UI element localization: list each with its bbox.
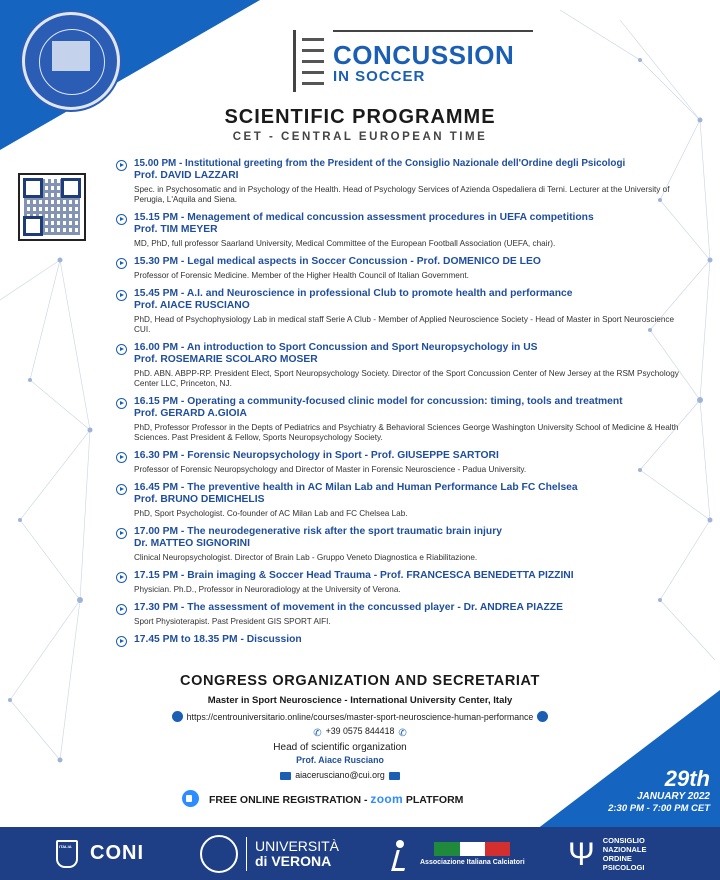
email-icon <box>389 772 400 780</box>
logo-lines-icon <box>293 30 332 92</box>
organization-title: CONGRESS ORGANIZATION AND SECRETARIAT <box>180 673 540 689</box>
coni-wordmark: CONI <box>90 842 144 864</box>
concussion-in-soccer-logo <box>293 30 533 92</box>
date-day: 29th <box>664 766 710 791</box>
session-desc: Professor of Forensic Neuropsychology and Director of Master in Forensic Neuroscience - Padua University. <box>134 465 527 474</box>
verona-line1: UNIVERSITÀ <box>255 837 340 854</box>
arrow-circle-icon <box>116 484 127 495</box>
session-desc: PhD, Professor Professor in the Depts of Pediatrics and Psychiatry & Behavioral Sciences George Washington University School of Medicine & Health Sciences. Past President & Fellow, Sports Neuropsychology Society. <box>134 423 679 442</box>
session-speaker: Dr. MATTEO SIGNORINI <box>134 538 250 549</box>
arrow-circle-icon <box>116 452 127 463</box>
aic-label: Associazione Italiana Calciatori <box>420 858 525 866</box>
coni-shield-icon: ITALIA <box>56 840 78 868</box>
session-title: 15.15 PM - Menagement of medical concussion assessment procedures in UEFA competitions <box>134 212 594 223</box>
session-title: 17.45 PM to 18.35 PM - Discussion <box>134 634 302 645</box>
session-item <box>116 482 716 519</box>
registration-banner[interactable] <box>182 790 463 807</box>
programme-list <box>116 158 716 646</box>
zoom-camera-icon <box>182 790 199 807</box>
session-item <box>116 288 716 335</box>
arrow-circle-icon <box>116 528 127 539</box>
session-title: 16.45 PM - The preventive health in AC Milan Lab and Human Performance Lab FC Chelsea <box>134 482 578 493</box>
organization-phone[interactable]: +39 0575 844418 <box>325 726 395 736</box>
arrow-circle-icon <box>116 636 127 647</box>
session-title: 17.15 PM - Brain imaging & Soccer Head Trauma - Prof. FRANCESCA BENEDETTA PIZZINI <box>134 570 574 581</box>
session-speaker: Prof. DAVID LAZZARI <box>134 170 239 181</box>
session-title: 15.00 PM - Institutional greeting from the President of the Consiglio Nazionale dell'Ordine degli Psicologi <box>134 158 626 169</box>
session-title: 15.30 PM - Legal medical aspects in Soccer Concussion - Prof. DOMENICO DE LEO <box>134 256 541 267</box>
arrow-circle-icon <box>116 258 127 269</box>
soccer-player-icon <box>390 840 410 868</box>
psi-line1: CONSIGLIO <box>602 835 645 845</box>
arrow-circle-icon <box>116 290 127 301</box>
university-seal-icon <box>200 835 238 873</box>
organization-email[interactable]: aiacerusciano@cui.org <box>295 770 385 780</box>
session-item <box>116 450 716 475</box>
session-speaker: Prof. GERARD A.GIOIA <box>134 408 247 419</box>
globe-icon <box>172 711 183 722</box>
arrow-circle-icon <box>116 344 127 355</box>
session-desc: Spec. in Psychosomatic and in Psychology of the Health. Head of Psychology Services of Azienda Ospedaliera di Terni. Lecturer at the University of Perugia, L'Aquila and Siena. <box>134 185 670 204</box>
session-speaker: Prof. BRUNO DEMICHELIS <box>134 494 265 505</box>
aic-logo <box>390 827 525 880</box>
psi-icon: Ψ <box>568 835 595 872</box>
email-icon <box>280 772 291 780</box>
zoom-wordmark: zoom <box>370 792 403 806</box>
verona-line2: di VERONA <box>255 852 332 869</box>
organization-url-link[interactable]: https://centrouniversitario.online/courses/master-sport-neuroscience-human-performance <box>186 712 534 722</box>
programme-subtitle: CET - CENTRAL EUROPEAN TIME <box>232 131 488 143</box>
session-item <box>116 570 716 595</box>
session-desc: Physician. Ph.D., Professor in Neuroradiology at the University of Verona. <box>134 585 401 594</box>
phone-icon: ✆ <box>313 728 322 739</box>
head-label: Head of scientific organization <box>273 742 407 753</box>
session-item <box>116 342 716 389</box>
session-title: 15.45 PM - A.I. and Neuroscience in professional Club to promote health and performance <box>134 288 573 299</box>
psi-line3: ORDINE <box>602 853 632 863</box>
psychologists-council-logo <box>568 827 646 880</box>
sponsor-footer <box>0 827 720 880</box>
logo-title: CONCUSSION <box>333 40 515 70</box>
phone-icon: ✆ <box>398 728 407 739</box>
session-title: 16.15 PM - Operating a community-focused clinic model for concussion: timing, tools and treatment <box>134 396 623 407</box>
registration-text: FREE ONLINE REGISTRATION - <box>209 794 368 806</box>
arrow-circle-icon <box>116 214 127 225</box>
arrow-circle-icon <box>116 572 127 583</box>
arrow-circle-icon <box>116 604 127 615</box>
session-desc: MD, PhD, full professor Saarland University, Medical Committee of the European Football Association (UEFA, chair). <box>134 239 556 248</box>
session-desc: PhD, Sport Psychologist. Co-founder of AC Milan Lab and FC Chelsea Lab. <box>134 509 408 518</box>
coni-logo <box>56 827 144 880</box>
head-name: Prof. Aiace Rusciano <box>296 755 384 765</box>
session-desc: PhD. ABN. ABPP-RP. President Elect, Sport Neuropsychology Society. Director of the Sport Concussion Center of New Jersey at the RSM Psychology Center LLC, Princeton, NJ. <box>134 369 679 388</box>
session-item <box>116 256 716 281</box>
date-time: 2:30 PM - 7:00 PM CET <box>608 803 710 814</box>
session-desc: Professor of Forensic Medicine. Member of the Higher Health Council of Italian Government. <box>134 271 469 280</box>
psi-line4: PSICOLOGI <box>602 862 645 872</box>
registration-platform: PLATFORM <box>405 794 464 806</box>
session-item <box>116 396 716 443</box>
programme-title: SCIENTIFIC PROGRAMME <box>224 106 496 128</box>
session-speaker: Prof. ROSEMARIE SCOLARO MOSER <box>134 354 318 365</box>
arrow-circle-icon <box>116 398 127 409</box>
organization-master: Master in Sport Neuroscience - International University Center, Italy <box>207 695 513 706</box>
arrow-circle-icon <box>116 160 127 171</box>
session-desc: Sport Physioterapist. Past President GIS SPORT AIFI. <box>134 617 331 626</box>
session-speaker: Prof. AIACE RUSCIANO <box>134 300 250 311</box>
university-seal-logo <box>22 12 120 110</box>
session-item <box>116 212 716 249</box>
verona-university-logo <box>200 827 339 880</box>
session-item <box>116 634 716 646</box>
session-title: 17.30 PM - The assessment of movement in the concussed player - Dr. ANDREA PIAZZE <box>134 602 563 613</box>
event-date <box>608 766 710 814</box>
qr-code[interactable] <box>18 173 86 241</box>
session-item <box>116 158 716 205</box>
session-desc: PhD, Head of Psychophysiology Lab in medical staff Serie A Club - Member of Applied Neuroscience Society - Head of Master in Sport Neuroscience CUI. <box>134 315 675 334</box>
head-of-organization <box>250 742 430 780</box>
session-desc: Clinical Neuropsychologist. Director of Brain Lab - Gruppo Veneto Diagnostica e Riabilitazione. <box>134 553 478 562</box>
session-item <box>116 526 716 563</box>
session-speaker: Prof. TIM MEYER <box>134 224 218 235</box>
logo-subtitle: IN SOCCER <box>333 68 426 85</box>
psi-line2: NAZIONALE <box>602 844 647 854</box>
session-title: 17.00 PM - The neurodegenerative risk after the sport traumatic brain injury <box>134 526 502 537</box>
session-item <box>116 602 716 627</box>
session-title: 16.00 PM - An introduction to Sport Concussion and Sport Neuropsychology in US <box>134 342 538 353</box>
date-month-year: JANUARY 2022 <box>636 791 710 802</box>
session-title: 16.30 PM - Forensic Neuropsychology in Sport - Prof. GIUSEPPE SARTORI <box>134 450 499 461</box>
